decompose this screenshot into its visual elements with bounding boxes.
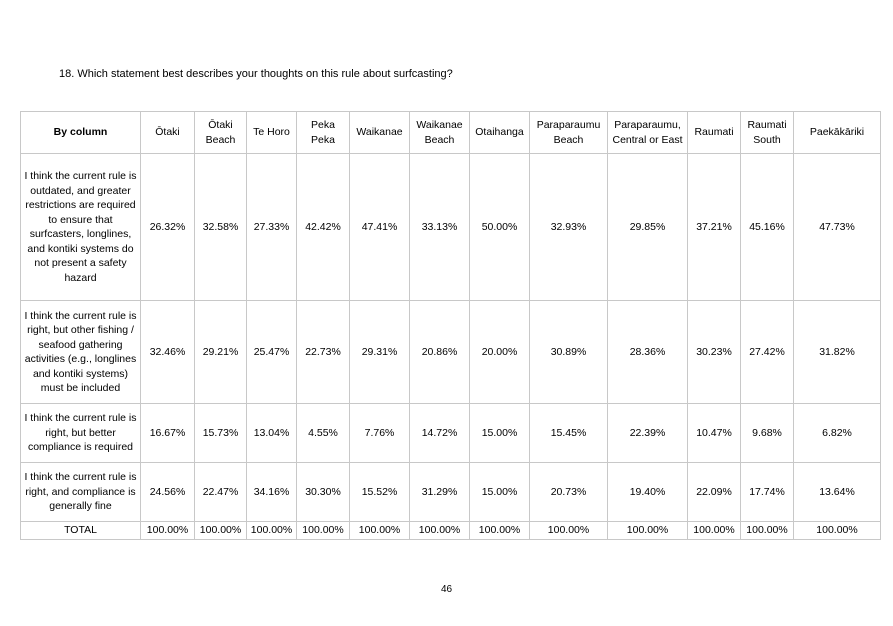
table-cell: 19.40% — [608, 463, 688, 522]
total-cell: 100.00% — [470, 522, 530, 540]
table-cell: 15.45% — [530, 404, 608, 463]
total-cell: 100.00% — [794, 522, 881, 540]
table-cell: 9.68% — [741, 404, 794, 463]
table-cell: 32.46% — [141, 301, 195, 404]
total-cell: 100.00% — [247, 522, 297, 540]
table-cell: 20.73% — [530, 463, 608, 522]
table-cell: 13.64% — [794, 463, 881, 522]
table-cell: 30.30% — [297, 463, 350, 522]
table-cell: 30.89% — [530, 301, 608, 404]
page-number: 46 — [440, 584, 453, 595]
corner-header: By column — [21, 112, 141, 154]
table-row — [21, 154, 881, 301]
table-cell: 6.82% — [794, 404, 881, 463]
table-cell: 32.93% — [530, 154, 608, 301]
table-cell: 29.31% — [350, 301, 410, 404]
table-cell: 27.33% — [247, 154, 297, 301]
total-cell: 100.00% — [141, 522, 195, 540]
table-cell: 29.21% — [195, 301, 247, 404]
table-cell: 34.16% — [247, 463, 297, 522]
table-cell: 47.73% — [794, 154, 881, 301]
table-cell: 29.85% — [608, 154, 688, 301]
table-cell: 22.09% — [688, 463, 741, 522]
column-header-paekakariki: Paekākāriki — [794, 112, 881, 154]
table-cell: 20.86% — [410, 301, 470, 404]
column-header-otaihanga: Otaihanga — [470, 112, 530, 154]
table-cell: 17.74% — [741, 463, 794, 522]
table-cell: 32.58% — [195, 154, 247, 301]
column-header-raumati-south: Raumati South — [741, 112, 794, 154]
table-cell: 33.13% — [410, 154, 470, 301]
row-label: I think the current rule is right, but better compliance is required — [21, 404, 141, 463]
table-cell: 30.23% — [688, 301, 741, 404]
column-header-paraparaumu-beach: Paraparaumu Beach — [530, 112, 608, 154]
table-cell: 27.42% — [741, 301, 794, 404]
table-cell: 31.82% — [794, 301, 881, 404]
table-row — [21, 463, 881, 522]
table-cell: 13.04% — [247, 404, 297, 463]
column-header-paraparaumu-central-east: Paraparaumu, Central or East — [608, 112, 688, 154]
row-label: I think the current rule is right, and compliance is generally fine — [21, 463, 141, 522]
total-cell: 100.00% — [608, 522, 688, 540]
table-cell: 10.47% — [688, 404, 741, 463]
table-cell: 16.67% — [141, 404, 195, 463]
table-cell: 7.76% — [350, 404, 410, 463]
question-text: 18. Which statement best describes your thoughts on this rule about surfcasting? — [59, 68, 453, 80]
column-header-waikanae: Waikanae — [350, 112, 410, 154]
table-cell: 47.41% — [350, 154, 410, 301]
table-cell: 14.72% — [410, 404, 470, 463]
table-cell: 22.47% — [195, 463, 247, 522]
header-row — [21, 112, 881, 154]
table-cell: 4.55% — [297, 404, 350, 463]
table-cell: 31.29% — [410, 463, 470, 522]
column-header-te-horo: Te Horo — [247, 112, 297, 154]
row-label: I think the current rule is outdated, and greater restrictions are required to ensure that surfcasters, longlines, and kontiki systems do not present a safety hazard — [21, 154, 141, 301]
table-cell: 15.00% — [470, 404, 530, 463]
total-cell: 100.00% — [195, 522, 247, 540]
total-cell: 100.00% — [688, 522, 741, 540]
table-cell: 24.56% — [141, 463, 195, 522]
table-cell: 50.00% — [470, 154, 530, 301]
column-header-otaki: Ōtaki — [141, 112, 195, 154]
total-cell: 100.00% — [530, 522, 608, 540]
column-header-raumati: Raumati — [688, 112, 741, 154]
survey-results-table — [20, 111, 881, 540]
row-label: I think the current rule is right, but other fishing / seafood gathering activities (e.g., longlines and kontiki systems) must be included — [21, 301, 141, 404]
table-cell: 25.47% — [247, 301, 297, 404]
total-label: TOTAL — [21, 522, 141, 540]
column-header-peka-peka: Peka Peka — [297, 112, 350, 154]
column-header-otaki-beach: Ōtaki Beach — [195, 112, 247, 154]
table-cell: 15.52% — [350, 463, 410, 522]
table-cell: 42.42% — [297, 154, 350, 301]
table-cell: 28.36% — [608, 301, 688, 404]
total-cell: 100.00% — [297, 522, 350, 540]
column-header-waikanae-beach: Waikanae Beach — [410, 112, 470, 154]
total-cell: 100.00% — [410, 522, 470, 540]
table-cell: 15.73% — [195, 404, 247, 463]
table-cell: 45.16% — [741, 154, 794, 301]
table-row — [21, 404, 881, 463]
total-cell: 100.00% — [741, 522, 794, 540]
table-cell: 26.32% — [141, 154, 195, 301]
table-cell: 22.39% — [608, 404, 688, 463]
total-cell: 100.00% — [350, 522, 410, 540]
total-row — [21, 522, 881, 540]
table-row — [21, 301, 881, 404]
table-cell: 20.00% — [470, 301, 530, 404]
table-cell: 37.21% — [688, 154, 741, 301]
table-cell: 15.00% — [470, 463, 530, 522]
table-cell: 22.73% — [297, 301, 350, 404]
